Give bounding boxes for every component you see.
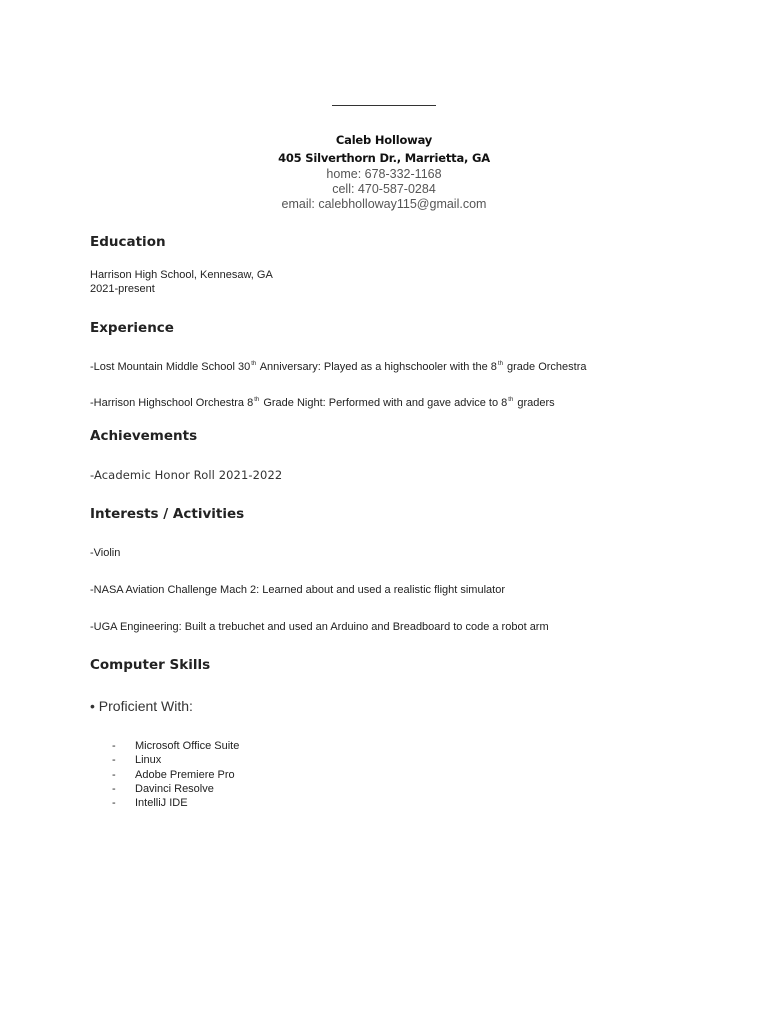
list-item <box>110 782 239 796</box>
experience-item-1-text-a: -Lost Mountain Middle School 30 <box>90 361 251 373</box>
email-address: email: calebholloway115@gmail.com <box>281 197 487 211</box>
achievements-section <box>90 427 710 445</box>
computer-skills-heading: Computer Skills <box>90 657 211 673</box>
skills-list <box>110 739 239 810</box>
interests-section <box>90 505 710 523</box>
contact-header <box>0 131 768 212</box>
list-item <box>110 796 239 810</box>
experience-item-1-text-b: Anniversary: Played as a highschooler with the 8 <box>259 361 497 373</box>
dash-bullet: - <box>112 740 116 752</box>
experience-item-2-text-b: Grade Night: Performed with and gave advice to 8 <box>263 397 508 409</box>
interest-item-uga: -UGA Engineering: Built a trebuchet and used an Arduino and Breadboard to code a robot arm <box>90 621 549 633</box>
interest-item-nasa: -NASA Aviation Challenge Mach 2: Learned about and used a realistic flight simulator <box>90 584 505 596</box>
home-phone: home: 678-332-1168 <box>326 167 442 181</box>
education-details <box>90 268 710 296</box>
dash-bullet: - <box>112 797 116 810</box>
interests-heading: Interests / Activities <box>90 506 245 522</box>
achievements-heading: Achievements <box>90 428 198 444</box>
experience-item-1 <box>90 360 587 374</box>
skill-label: Linux <box>135 754 162 767</box>
dash-bullet: - <box>112 782 116 795</box>
interest-item-violin: -Violin <box>90 547 121 559</box>
experience-item-2 <box>90 396 555 410</box>
experience-item-2-text-a: -Harrison Highschool Orchestra 8 <box>90 397 254 409</box>
experience-item-1-sup-b: th <box>497 361 503 367</box>
skill-label: Davinci Resolve <box>135 782 214 795</box>
achievement-item: -Academic Honor Roll 2021-2022 <box>90 468 283 482</box>
list-item <box>110 768 239 782</box>
experience-item-2-sup-a: th <box>254 397 260 403</box>
list-item <box>110 753 239 767</box>
education-section <box>90 233 710 251</box>
skill-label: IntelliJ IDE <box>135 797 188 810</box>
school-years: 2021-present <box>90 283 155 295</box>
dash-bullet: - <box>112 754 116 767</box>
experience-item-1-text-c: grade Orchestra <box>507 361 587 373</box>
top-rule <box>332 105 436 106</box>
cell-phone: cell: 470-587-0284 <box>332 182 436 196</box>
experience-item-2-sup-b: th <box>508 397 514 403</box>
applicant-address: 405 Silverthorn Dr., Marrietta, GA <box>278 151 490 165</box>
experience-heading: Experience <box>90 320 174 336</box>
experience-section <box>90 319 710 337</box>
experience-item-2-text-c: graders <box>517 397 555 409</box>
education-heading: Education <box>90 234 166 250</box>
list-item <box>110 739 239 753</box>
applicant-name: Caleb Holloway <box>335 133 433 147</box>
skill-label: Microsoft Office Suite <box>135 740 240 752</box>
school-name: Harrison High School, Kennesaw, GA <box>90 269 273 281</box>
skill-label: Adobe Premiere Pro <box>135 768 235 781</box>
experience-item-1-sup-a: th <box>251 361 257 367</box>
proficient-with-label: • Proficient With: <box>90 698 193 714</box>
computer-skills-section <box>90 656 710 674</box>
dash-bullet: - <box>112 768 116 781</box>
